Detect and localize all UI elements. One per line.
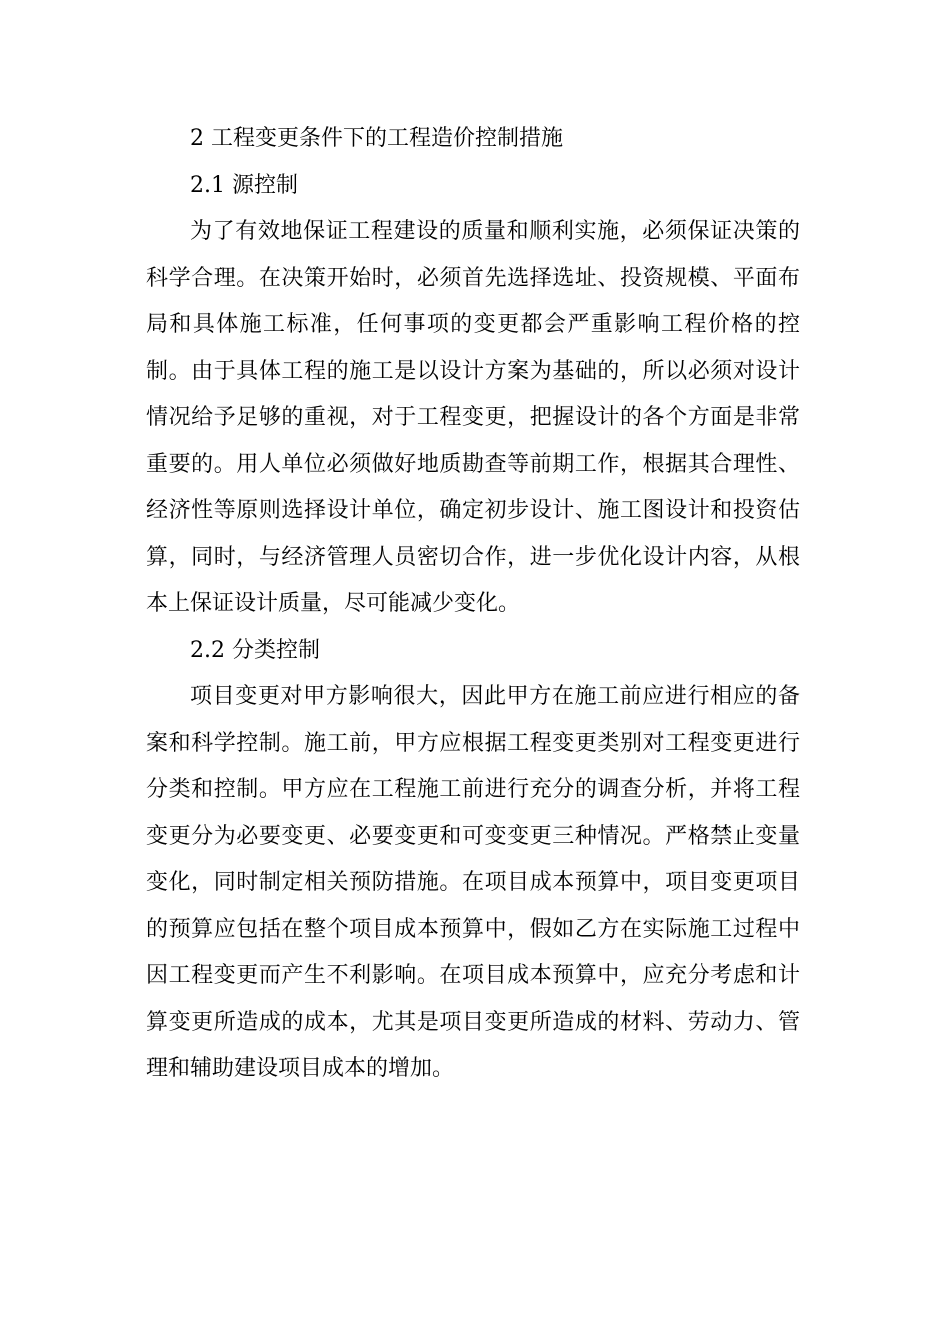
paragraph-classification-control bbox=[146, 674, 800, 1093]
paragraph-line: 制。由于具体工程的施工是以设计方案为基础的，所以必须对设计 bbox=[146, 358, 800, 384]
paragraph-line: 算，同时，与经济管理人员密切合作，进一步优化设计内容，从根 bbox=[146, 544, 800, 570]
paragraph-line: 项目变更对甲方影响很大，因此甲方在施工前应进行相应的备 bbox=[190, 684, 800, 709]
paragraph-line: 案和科学控制。施工前，甲方应根据工程变更类别对工程变更进行 bbox=[146, 730, 800, 756]
paragraph-line: 经济性等原则选择设计单位，确定初步设计、施工图设计和投资估 bbox=[146, 498, 800, 523]
section-title: 2 工程变更条件下的工程造价控制措施 bbox=[190, 126, 563, 151]
paragraph-line: 重要的。用人单位必须做好地质勘查等前期工作，根据其合理性、 bbox=[146, 451, 800, 477]
paragraph-line: 算变更所造成的成本，尤其是项目变更所造成的材料、劳动力、管 bbox=[146, 1009, 800, 1035]
subsection-title-source-control: 2.1 源控制 bbox=[190, 172, 298, 198]
paragraph-line: 为了有效地保证工程建设的质量和顺利实施，必须保证决策的 bbox=[190, 219, 800, 244]
paragraph-source-control bbox=[146, 209, 800, 628]
paragraph-line: 分类和控制。甲方应在工程施工前进行充分的调查分析，并将工程 bbox=[146, 777, 800, 802]
paragraph-line: 情况给予足够的重视，对于工程变更，把握设计的各个方面是非常 bbox=[146, 405, 800, 430]
paragraph-line: 本上保证设计质量，尽可能减少变化。 bbox=[146, 591, 521, 616]
subsection-title-classification-control: 2.2 分类控制 bbox=[190, 637, 320, 663]
paragraph-line: 理和辅助建设项目成本的增加。 bbox=[146, 1056, 455, 1081]
document-body bbox=[146, 116, 800, 1093]
paragraph-line: 变化，同时制定相关预防措施。在项目成本预算中，项目变更项目 bbox=[146, 870, 800, 895]
paragraph-line: 的预算应包括在整个项目成本预算中，假如乙方在实际施工过程中 bbox=[146, 916, 800, 942]
paragraph-line: 局和具体施工标准，任何事项的变更都会严重影响工程价格的控 bbox=[146, 312, 800, 337]
paragraph-line: 因工程变更而产生不利影响。在项目成本预算中，应充分考虑和计 bbox=[146, 963, 800, 988]
paragraph-line: 科学合理。在决策开始时，必须首先选择选址、投资规模、平面布 bbox=[146, 265, 800, 291]
paragraph-line: 变更分为必要变更、必要变更和可变变更三种情况。严格禁止变量 bbox=[146, 823, 800, 849]
